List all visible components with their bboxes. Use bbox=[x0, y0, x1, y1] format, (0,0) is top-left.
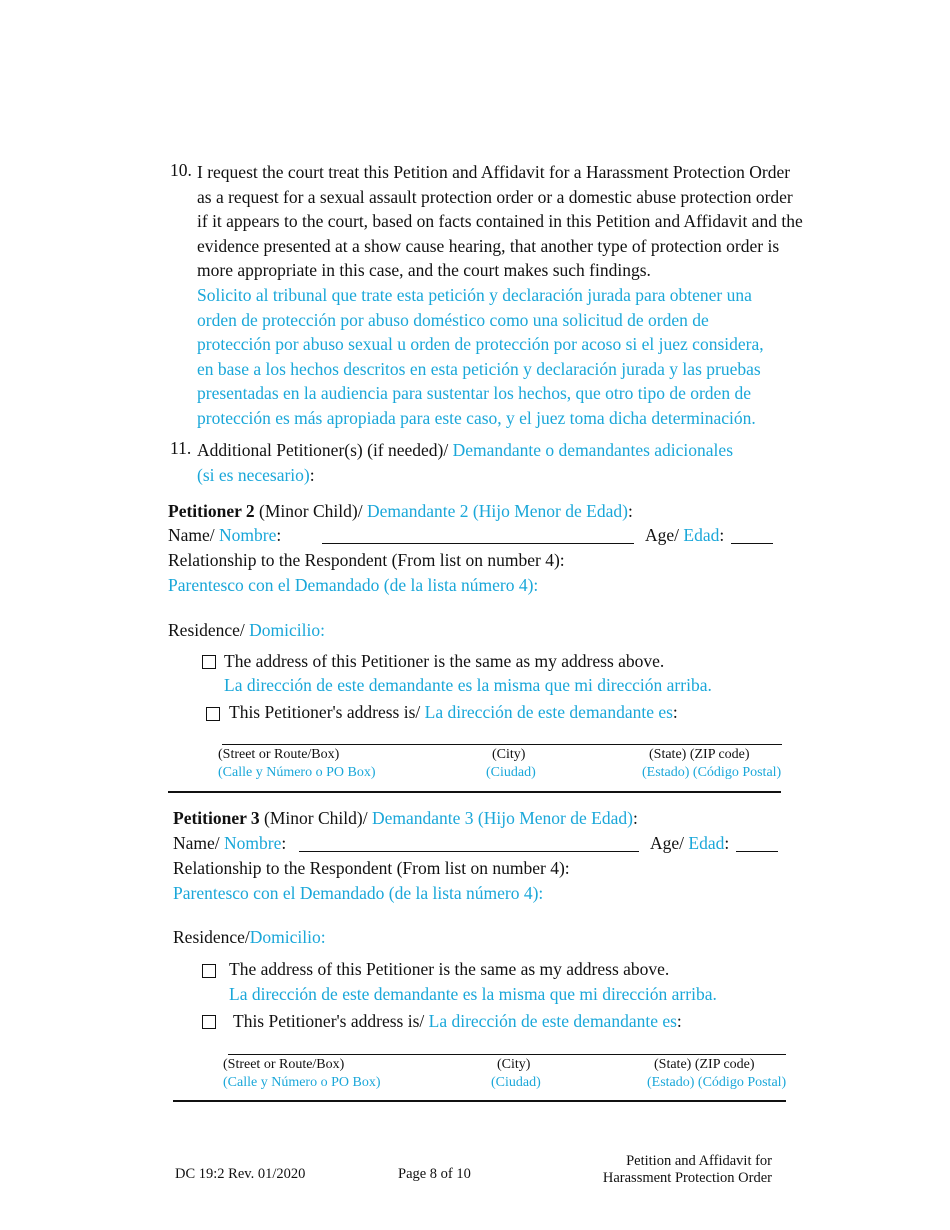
petitioner-2-city-caption: (City) (Ciudad) bbox=[486, 747, 536, 780]
petitioner-3-street-caption: (Street or Route/Box) (Calle y Número o PO Box) bbox=[223, 1057, 381, 1090]
petitioner-3-other-address-checkbox[interactable] bbox=[202, 1015, 216, 1029]
item-10-english bbox=[197, 160, 803, 283]
item-11-label bbox=[197, 438, 733, 487]
footer-page-number: Page 8 of 10 bbox=[398, 1166, 471, 1182]
item-10-spanish bbox=[197, 283, 764, 431]
footer-form-id: DC 19:2 Rev. 01/2020 bbox=[175, 1166, 306, 1182]
petitioner-3-same-address-es: La dirección de este demandante es la misma que mi dirección arriba. bbox=[229, 984, 717, 1004]
petitioner-2-name-field[interactable] bbox=[322, 543, 634, 544]
petitioner-2-state-zip-caption: (State) (ZIP code) (Estado) (Código Postal) bbox=[642, 747, 782, 780]
petitioner-3-title: Petitioner 3 (Minor Child)/ Demandante 3 (Hijo Menor de Edad): bbox=[173, 808, 638, 828]
petitioner-3-divider bbox=[173, 1100, 786, 1102]
item-11-number: 11. bbox=[170, 438, 192, 458]
item-11-label-es: Demandante o demandantes adicionales bbox=[452, 440, 734, 460]
petitioner-2-same-address-en: The address of this Petitioner is the same as my address above. bbox=[224, 651, 665, 671]
petitioner-3-name-field[interactable] bbox=[299, 851, 639, 852]
petitioner-3-age-field[interactable] bbox=[736, 851, 778, 852]
petitioner-3-name-label: Name/ Nombre: bbox=[173, 833, 287, 853]
item-10-es-line: Solicito al tribunal que trate esta petición y declaración jurada para obtener una bbox=[197, 285, 752, 305]
petitioner-3-address-field[interactable] bbox=[228, 1054, 786, 1055]
petitioner-3-other-address-label: This Petitioner's address is/ La dirección de este demandante es: bbox=[233, 1011, 682, 1031]
petitioner-2-title: Petitioner 2 (Minor Child)/ Demandante 2 (Hijo Menor de Edad): bbox=[168, 501, 633, 521]
petitioner-2-address-field[interactable] bbox=[222, 744, 782, 745]
petitioner-3-age-label: Age/ Edad: bbox=[650, 833, 730, 853]
item-10-es-line: protección es más apropiada para este caso, y el juez toma dicha determinación. bbox=[197, 407, 756, 428]
item-10-es-line: en base a los hechos descritos en esta petición y declaración jurada y las pruebas bbox=[197, 358, 761, 379]
petitioner-2-age-label: Age/ Edad: bbox=[645, 525, 725, 545]
petitioner-3-same-address-checkbox[interactable] bbox=[202, 964, 216, 978]
petitioner-2-same-address-es: La dirección de este demandante es la misma que mi dirección arriba. bbox=[224, 675, 712, 695]
petitioner-3-state-zip-caption: (State) (ZIP code) (Estado) (Código Postal) bbox=[647, 1057, 787, 1090]
petitioner-3-same-address-en: The address of this Petitioner is the same as my address above. bbox=[229, 959, 670, 979]
item-10-es-line: protección por abuso sexual u orden de protección por acoso si el juez considera, bbox=[197, 334, 764, 355]
item-11-label-es-2: (si es necesario) bbox=[197, 464, 310, 485]
item-10-en-line: if it appears to the court, based on facts contained in this Petition and Affidavit and the bbox=[197, 211, 803, 232]
petitioner-2-same-address-checkbox[interactable] bbox=[202, 655, 216, 669]
footer-form-title: Petition and Affidavit for Harassment Protection Order bbox=[602, 1153, 772, 1186]
item-10-en-line: more appropriate in this case, and the court makes such findings. bbox=[197, 260, 651, 281]
item-10-en-line: I request the court treat this Petition and Affidavit for a Harassment Protection Order bbox=[197, 162, 791, 182]
item-10-es-line: presentadas en la audiencia para sustentar los hechos, que otro tipo de orden de bbox=[197, 383, 751, 404]
item-10-es-line: orden de protección por abuso doméstico como una solicitud de orden de bbox=[197, 309, 709, 330]
item-10-number: 10. bbox=[170, 160, 192, 180]
petitioner-3-relationship-es: Parentesco con el Demandado (de la lista número 4): bbox=[173, 883, 544, 903]
petitioner-2-other-address-label: This Petitioner's address is/ La dirección de este demandante es: bbox=[229, 702, 678, 722]
petitioner-3-city-caption: (City) (Ciudad) bbox=[491, 1057, 541, 1090]
petitioner-2-residence-label: Residence/ Domicilio: bbox=[168, 620, 325, 640]
petitioner-3-residence-label: Residence/Domicilio: bbox=[173, 927, 326, 947]
item-10-en-line: as a request for a sexual assault protection order or a domestic abuse protection order bbox=[197, 186, 793, 207]
petitioner-2-divider bbox=[168, 791, 781, 793]
petitioner-2-other-address-checkbox[interactable] bbox=[206, 707, 220, 721]
petitioner-2-name-label: Name/ Nombre: bbox=[168, 525, 282, 545]
item-10-en-line: evidence presented at a show cause hearing, that another type of protection order is bbox=[197, 235, 780, 256]
petitioner-3-relationship-en: Relationship to the Respondent (From list on number 4): bbox=[173, 858, 570, 878]
petitioner-2-age-field[interactable] bbox=[731, 543, 773, 544]
item-11-colon: : bbox=[309, 464, 315, 485]
petitioner-2-relationship-es: Parentesco con el Demandado (de la lista número 4): bbox=[168, 575, 539, 595]
petitioner-2-street-caption: (Street or Route/Box) (Calle y Número o PO Box) bbox=[218, 747, 376, 780]
item-11-label-en: Additional Petitioner(s) (if needed)/ bbox=[197, 440, 453, 460]
petitioner-2-relationship-en: Relationship to the Respondent (From list on number 4): bbox=[168, 550, 565, 570]
